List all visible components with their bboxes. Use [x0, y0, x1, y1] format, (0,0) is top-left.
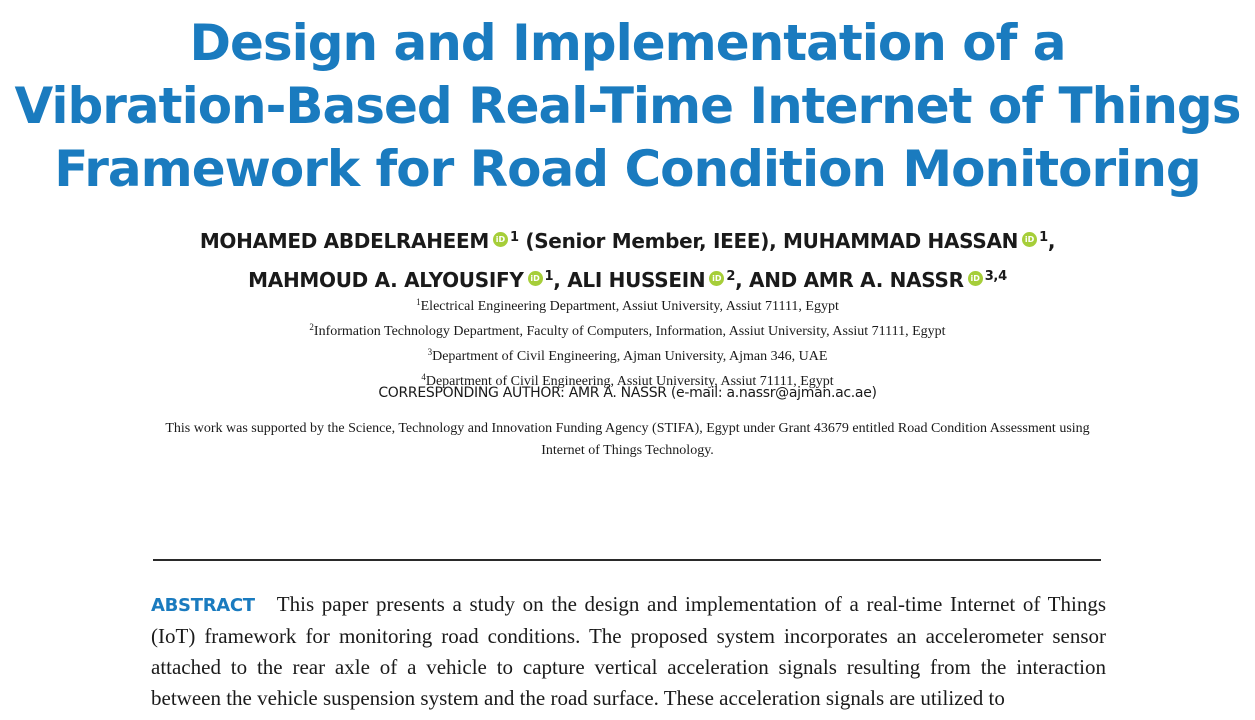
- orcid-icon[interactable]: iD: [709, 271, 724, 286]
- author-name: , ALI HUSSEIN: [553, 268, 706, 292]
- abstract-section: [151, 589, 1106, 714]
- title-line-2: Vibration-Based Real-Time Internet of Things: [14, 77, 1241, 135]
- affiliation-text: Information Technology Department, Faculty of Computers, Information, Assiut University, Assiut 71111, Egypt: [313, 324, 946, 339]
- affiliation-text: Department of Civil Engineering, Assiut University, Assiut 71111, Egypt: [425, 374, 834, 389]
- funding-statement: This work was supported by the Science, Technology and Innovation Funding Agency (STIFA), Egypt under Grant 43679 entitled Road Condition Assessment using Internet of Things Technology.: [165, 421, 1090, 458]
- author-affil-sup: 1: [509, 230, 519, 245]
- affiliation-number: 1: [416, 297, 421, 307]
- author-name: MAHMOUD A. ALYOUSIFY: [248, 268, 524, 292]
- author-note: (Senior Member, IEEE), MUHAMMAD HASSAN: [518, 229, 1019, 253]
- author-name: , AND AMR A. NASSR: [735, 268, 964, 292]
- abstract-text: This paper presents a study on the design and implementation of a real-time Internet of Things (IoT) framework for monitoring road conditions. The proposed system incorporates an accelerometer sensor attached to the rear axle of a vehicle to capture vertical acceleration signals resulting from the interaction between the vehicle suspension system and the road surface. These acceleration signals are utilized to: [151, 592, 1106, 710]
- orcid-icon[interactable]: iD: [528, 271, 543, 286]
- author-affil-sup: 1: [1039, 230, 1048, 245]
- affiliation-item: [0, 342, 1255, 367]
- affiliation-item: [0, 292, 1255, 317]
- affiliation-item: [0, 317, 1255, 342]
- author-affil-sup: 2: [726, 269, 736, 284]
- section-divider: [153, 559, 1101, 561]
- abstract-heading: ABSTRACT: [151, 595, 255, 616]
- orcid-icon[interactable]: iD: [968, 271, 983, 286]
- affiliation-number: 2: [309, 322, 314, 332]
- author-affil-sup: 3,4: [984, 269, 1007, 284]
- paper-title: [0, 12, 1255, 201]
- title-line-3: Framework for Road Condition Monitoring: [54, 140, 1201, 198]
- author-line-1: [0, 220, 1255, 259]
- affiliation-number: 4: [421, 372, 426, 382]
- author-affil-sup: 1: [544, 269, 554, 284]
- affiliation-text: Electrical Engineering Department, Assiut University, Assiut 71111, Egypt: [420, 299, 839, 314]
- author-name: MOHAMED ABDELRAHEEM: [199, 229, 489, 253]
- title-line-1: Design and Implementation of a: [189, 14, 1066, 72]
- affiliation-text: Department of Civil Engineering, Ajman University, Ajman 346, UAE: [432, 349, 828, 364]
- affiliations: [0, 292, 1255, 392]
- corresponding-author: CORRESPONDING AUTHOR: AMR A. NASSR (e-mail: a.nassr@ajman.ac.ae): [378, 385, 877, 401]
- author-separator: ,: [1047, 229, 1056, 253]
- orcid-icon[interactable]: iD: [1022, 232, 1037, 247]
- affiliation-number: 3: [427, 347, 433, 357]
- orcid-icon[interactable]: iD: [493, 232, 508, 247]
- author-list: [0, 220, 1255, 298]
